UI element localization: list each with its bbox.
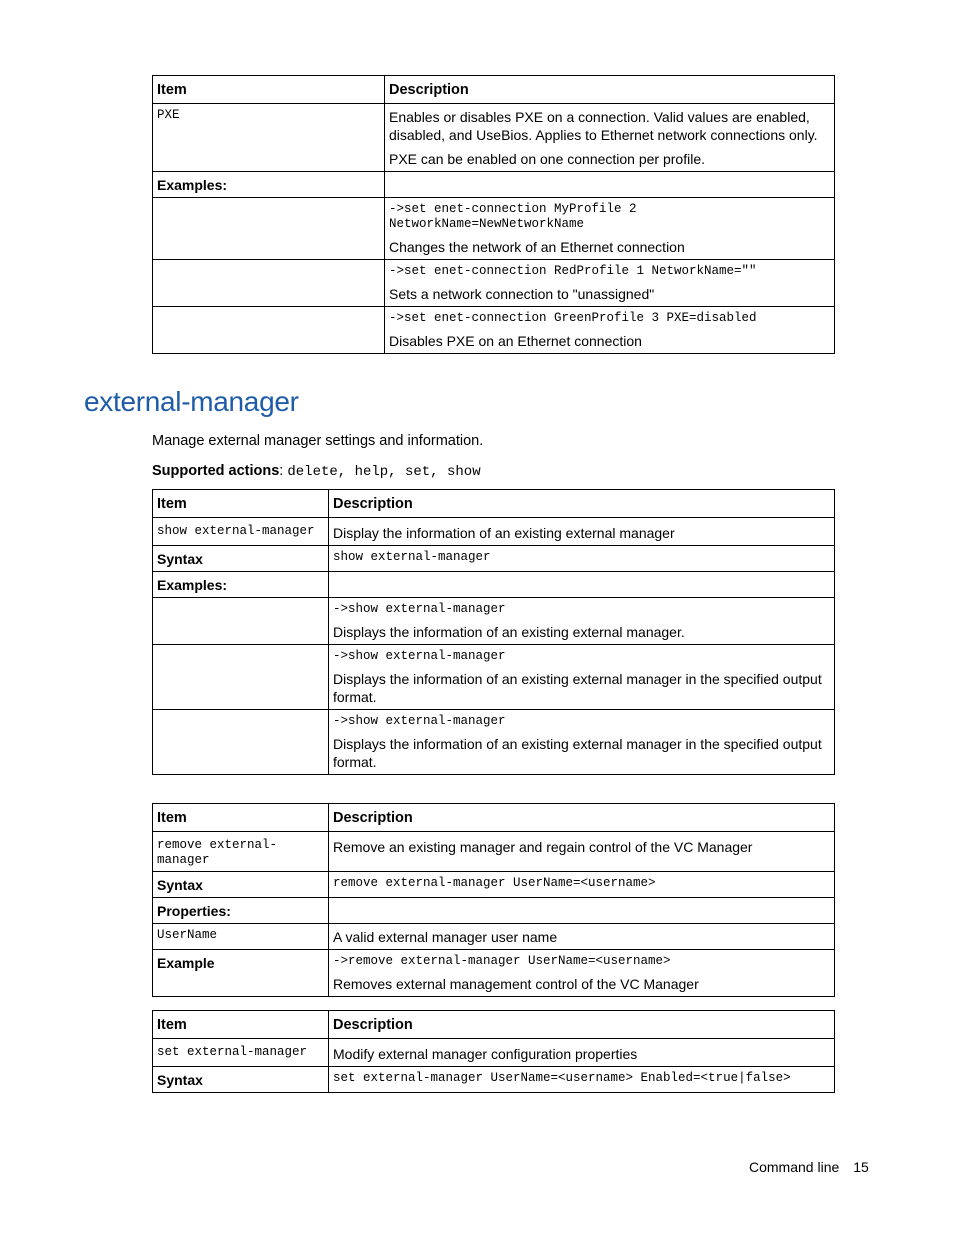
example-command: ->show external-manager	[333, 714, 506, 728]
example-text: Sets a network connection to "unassigned"	[389, 286, 655, 302]
section-intro: Manage external manager settings and information.	[152, 433, 484, 449]
page-number: 15	[853, 1159, 869, 1175]
table-header-row	[153, 1011, 835, 1039]
description-header: Description	[385, 76, 835, 104]
pxe-table	[152, 75, 835, 354]
example-text: Removes external management control of the VC Manager	[333, 976, 699, 992]
syntax-label: Syntax	[153, 546, 329, 572]
syntax-value: set external-manager UserName=<username> Enabled=<true|false>	[333, 1071, 791, 1085]
set-item: set external-manager	[157, 1045, 308, 1059]
property-name: UserName	[157, 928, 218, 942]
table-row	[153, 104, 835, 172]
table-row	[153, 307, 835, 354]
table-row	[153, 645, 835, 710]
supported-actions: Supported actions: delete, help, set, show	[152, 463, 481, 480]
pxe-description: Enables or disables PXE on a connection. Valid values are enabled, disabled, and UseBios. Applies to Ethernet network connections only.	[389, 109, 818, 143]
description-header: Description	[329, 490, 835, 518]
table-row	[153, 260, 835, 307]
description-header: Description	[329, 1011, 835, 1039]
table-row	[153, 172, 835, 198]
show-description: Display the information of an existing external manager	[329, 518, 835, 546]
example-label: Example	[153, 950, 329, 997]
table-row	[153, 546, 835, 572]
table-row	[153, 598, 835, 645]
table-row	[153, 950, 835, 997]
show-item: show external-manager	[157, 524, 315, 538]
set-description: Modify external manager configuration properties	[329, 1039, 835, 1067]
table-row	[153, 924, 835, 950]
table-row	[153, 872, 835, 898]
table-row	[153, 572, 835, 598]
description-header: Description	[329, 804, 835, 832]
table-header-row	[153, 490, 835, 518]
show-external-manager-table	[152, 489, 835, 775]
syntax-label: Syntax	[153, 872, 329, 898]
remove-description: Remove an existing manager and regain control of the VC Manager	[329, 832, 835, 872]
syntax-value: remove external-manager UserName=<username>	[333, 876, 656, 890]
example-command: ->show external-manager	[333, 602, 506, 616]
item-header: Item	[153, 490, 329, 518]
table-row	[153, 198, 835, 260]
example-text: Disables PXE on an Ethernet connection	[389, 333, 642, 349]
example-command: ->set enet-connection GreenProfile 3 PXE=disabled	[389, 311, 757, 325]
property-description: A valid external manager user name	[329, 924, 835, 950]
table-header-row	[153, 804, 835, 832]
example-text: Displays the information of an existing external manager.	[333, 624, 685, 640]
supported-actions-values: delete, help, set, show	[287, 464, 481, 480]
supported-actions-label: Supported actions	[152, 463, 280, 479]
example-command: ->set enet-connection RedProfile 1 NetworkName=""	[389, 264, 757, 278]
page-footer	[749, 1159, 869, 1175]
table-row	[153, 518, 835, 546]
examples-label: Examples:	[153, 172, 385, 198]
syntax-label: Syntax	[153, 1067, 329, 1093]
table-row	[153, 1039, 835, 1067]
syntax-value: show external-manager	[333, 550, 491, 564]
set-external-manager-table	[152, 1010, 835, 1093]
remove-item: remove external-manager	[157, 838, 278, 867]
example-text: Changes the network of an Ethernet connection	[389, 239, 685, 255]
remove-external-manager-table	[152, 803, 835, 997]
item-header: Item	[153, 1011, 329, 1039]
pxe-note: PXE can be enabled on one connection per profile.	[389, 151, 706, 167]
table-row	[153, 898, 835, 924]
footer-section: Command line	[749, 1159, 840, 1175]
example-command: ->set enet-connection MyProfile 2 NetworkName=NewNetworkName	[389, 202, 637, 231]
example-command: ->show external-manager	[333, 649, 506, 663]
table-row	[153, 710, 835, 775]
example-command: ->remove external-manager UserName=<username>	[333, 954, 671, 968]
example-text: Displays the information of an existing external manager in the specified output format.	[333, 736, 822, 770]
examples-label: Examples:	[153, 572, 329, 598]
example-text: Displays the information of an existing external manager in the specified output format.	[333, 671, 822, 705]
section-title: external-manager	[84, 386, 299, 417]
table-row	[153, 1067, 835, 1093]
properties-label: Properties:	[153, 898, 329, 924]
table-row	[153, 832, 835, 872]
item-header: Item	[153, 76, 385, 104]
pxe-item: PXE	[157, 108, 180, 122]
item-header: Item	[153, 804, 329, 832]
table-header-row	[153, 76, 835, 104]
